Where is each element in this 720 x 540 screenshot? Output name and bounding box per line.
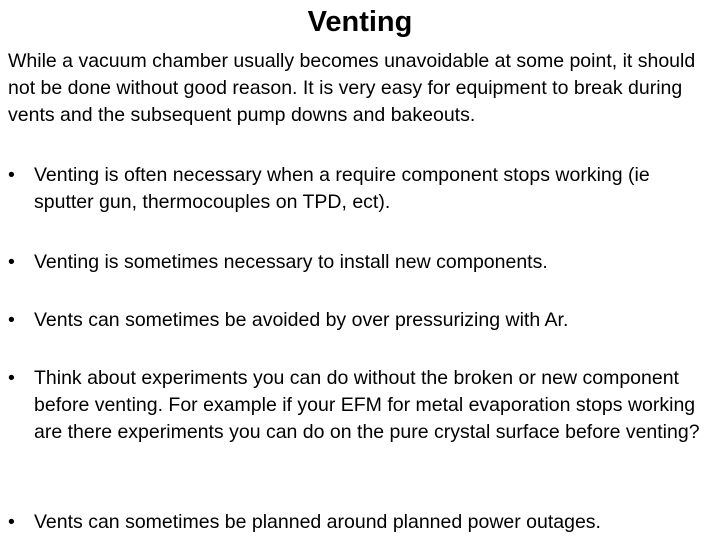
bullet-item xyxy=(8,307,708,334)
bullet-item xyxy=(8,249,708,276)
slide-title: Venting xyxy=(307,6,413,38)
bullet-point-icon: • xyxy=(8,309,15,331)
bullet-point-icon: • xyxy=(8,511,15,533)
bullet-item xyxy=(8,162,708,216)
bullet-text: Venting is often necessary when a require component stops working (ie sputter gun, thermocouples on TPD, ect). xyxy=(34,164,650,213)
bullet-item xyxy=(8,365,708,446)
bullet-text: Vents can sometimes be planned around planned power outages. xyxy=(34,511,601,533)
intro-paragraph: While a vacuum chamber usually becomes unavoidable at some point, it should not be done without good reason. It is very easy for equipment to break during vents and the subsequent pump downs and bakeouts. xyxy=(8,50,696,126)
bullet-point-icon: • xyxy=(8,164,15,186)
bullet-text: Venting is sometimes necessary to install new components. xyxy=(34,251,548,273)
bullet-text: Think about experiments you can do without the broken or new component before venting. For example if your EFM for metal evaporation stops working are there experiments you can do on the pure crystal surface before venting? xyxy=(34,367,700,443)
bullet-point-icon: • xyxy=(8,367,15,389)
bullet-text: Vents can sometimes be avoided by over pressurizing with Ar. xyxy=(34,309,569,331)
bullet-item xyxy=(8,509,708,536)
bullet-point-icon: • xyxy=(8,251,15,273)
